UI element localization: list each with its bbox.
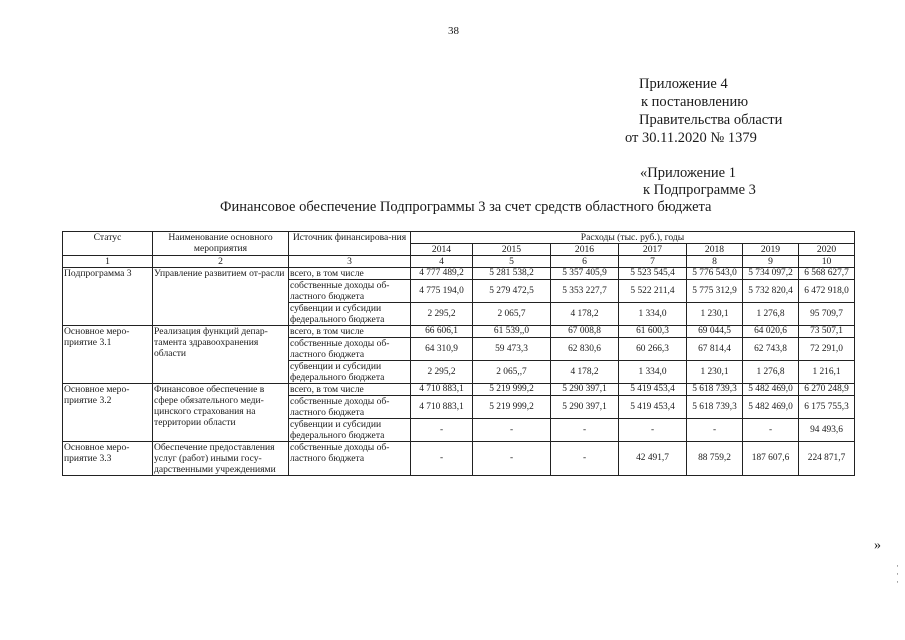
value-cell: 73 507,1 — [799, 326, 855, 338]
sub-appendix-block — [640, 165, 756, 199]
appendix-block — [625, 75, 782, 147]
column-index: 3 — [289, 256, 411, 268]
value-cell: 5 732 820,4 — [743, 280, 799, 303]
column-index: 8 — [687, 256, 743, 268]
source-cell: субвенции и субсидии федерального бюджета — [289, 361, 411, 384]
value-cell: 5 357 405,9 — [551, 268, 619, 280]
table-row — [63, 442, 855, 476]
value-cell: 4 710 883,1 — [411, 384, 473, 396]
value-cell: 2 295,2 — [411, 361, 473, 384]
value-cell: 1 230,1 — [687, 361, 743, 384]
value-cell: 5 419 453,4 — [619, 384, 687, 396]
value-cell: 5 281 538,2 — [473, 268, 551, 280]
value-cell: 4 178,2 — [551, 361, 619, 384]
column-index: 7 — [619, 256, 687, 268]
value-cell: 5 353 227,7 — [551, 280, 619, 303]
value-cell: 1 230,1 — [687, 303, 743, 326]
value-cell: 2 295,2 — [411, 303, 473, 326]
value-cell: 95 709,7 — [799, 303, 855, 326]
appendix-line: Правительства области — [639, 112, 783, 128]
value-cell: 6 568 627,7 — [799, 268, 855, 280]
value-cell: 5 290 397,1 — [551, 384, 619, 396]
value-cell: 5 522 211,4 — [619, 280, 687, 303]
header-year: 2014 — [411, 244, 473, 256]
column-index: 5 — [473, 256, 551, 268]
value-cell: 5 776 543,0 — [687, 268, 743, 280]
header-source: Источник финансирова-ния — [289, 232, 411, 256]
value-cell: 60 266,3 — [619, 338, 687, 361]
value-cell: 1 276,8 — [743, 303, 799, 326]
value-cell: - — [551, 442, 619, 476]
header-expenses: Расходы (тыс. руб.), годы — [411, 232, 855, 244]
value-cell: 2 065,,7 — [473, 361, 551, 384]
value-cell: 5 419 453,4 — [619, 396, 687, 419]
header-year: 2016 — [551, 244, 619, 256]
value-cell: 61 600,3 — [619, 326, 687, 338]
value-cell: 5 482 469,0 — [743, 384, 799, 396]
page-number: 38 — [448, 25, 459, 37]
source-cell: субвенции и субсидии федерального бюджета — [289, 303, 411, 326]
status-cell: Подпрограмма 3 — [63, 268, 153, 326]
appendix-line: от 30.11.2020 № 1379 — [625, 130, 757, 146]
header-status: Статус — [63, 232, 153, 256]
value-cell: 5 219 999,2 — [473, 384, 551, 396]
scan-artifact: · · · — [896, 561, 899, 587]
source-cell: субвенции и субсидии федерального бюджета — [289, 419, 411, 442]
value-cell: 4 777 489,2 — [411, 268, 473, 280]
value-cell: 2 065,7 — [473, 303, 551, 326]
value-cell: 62 830,6 — [551, 338, 619, 361]
header-year: 2015 — [473, 244, 551, 256]
value-cell: 64 310,9 — [411, 338, 473, 361]
value-cell: 5 219 999,2 — [473, 396, 551, 419]
value-cell: 59 473,3 — [473, 338, 551, 361]
header-year: 2019 — [743, 244, 799, 256]
column-index: 10 — [799, 256, 855, 268]
value-cell: 1 334,0 — [619, 303, 687, 326]
activity-cell: Реализация функций депар-тамента здравоохранения области — [153, 326, 289, 384]
column-index: 1 — [63, 256, 153, 268]
value-cell: - — [473, 419, 551, 442]
value-cell: - — [743, 419, 799, 442]
sub-appendix-line: «Приложение 1 — [640, 165, 736, 181]
value-cell: 5 618 739,3 — [687, 384, 743, 396]
value-cell: 61 539,,0 — [473, 326, 551, 338]
appendix-line: Приложение 4 — [639, 76, 728, 92]
value-cell: 4 775 194,0 — [411, 280, 473, 303]
value-cell: 5 482 469,0 — [743, 396, 799, 419]
column-index: 9 — [743, 256, 799, 268]
source-cell: собственные доходы об-ластного бюджета — [289, 338, 411, 361]
column-index: 4 — [411, 256, 473, 268]
appendix-line: к постановлению — [641, 94, 749, 110]
value-cell: - — [619, 419, 687, 442]
source-cell: всего, в том числе — [289, 384, 411, 396]
header-year: 2018 — [687, 244, 743, 256]
value-cell: 5 775 312,9 — [687, 280, 743, 303]
column-index: 2 — [153, 256, 289, 268]
closing-quote: » — [874, 538, 881, 553]
value-cell: 72 291,0 — [799, 338, 855, 361]
value-cell: 88 759,2 — [687, 442, 743, 476]
value-cell: 62 743,8 — [743, 338, 799, 361]
document-title: Финансовое обеспечение Подпрограммы 3 за счет средств областного бюджета — [220, 199, 712, 215]
value-cell: 5 279 472,5 — [473, 280, 551, 303]
source-cell: собственные доходы об-ластного бюджета — [289, 280, 411, 303]
value-cell: - — [687, 419, 743, 442]
budget-table — [62, 231, 855, 476]
value-cell: 94 493,6 — [799, 419, 855, 442]
value-cell: 1 276,8 — [743, 361, 799, 384]
column-index: 6 — [551, 256, 619, 268]
value-cell: - — [411, 419, 473, 442]
value-cell: 187 607,6 — [743, 442, 799, 476]
value-cell: 6 472 918,0 — [799, 280, 855, 303]
value-cell: 69 044,5 — [687, 326, 743, 338]
value-cell: 5 523 545,4 — [619, 268, 687, 280]
value-cell: 5 618 739,3 — [687, 396, 743, 419]
value-cell: - — [473, 442, 551, 476]
source-cell: всего, в том числе — [289, 326, 411, 338]
activity-cell: Обеспечение предоставления услуг (работ) иными госу-дарственными учреждениями — [153, 442, 289, 476]
value-cell: 64 020,6 — [743, 326, 799, 338]
column-index-row — [63, 256, 855, 268]
value-cell: 6 270 248,9 — [799, 384, 855, 396]
value-cell: 42 491,7 — [619, 442, 687, 476]
value-cell: 5 290 397,1 — [551, 396, 619, 419]
value-cell: 6 175 755,3 — [799, 396, 855, 419]
value-cell: 4 710 883,1 — [411, 396, 473, 419]
source-cell: собственные доходы об-ластного бюджета — [289, 442, 411, 476]
value-cell: 67 008,8 — [551, 326, 619, 338]
value-cell: 1 216,1 — [799, 361, 855, 384]
header-activity: Наименование основного мероприятия — [153, 232, 289, 256]
budget-table-body — [63, 268, 855, 476]
value-cell: - — [411, 442, 473, 476]
table-row — [63, 326, 855, 338]
header-year: 2017 — [619, 244, 687, 256]
value-cell: 4 178,2 — [551, 303, 619, 326]
value-cell: 1 334,0 — [619, 361, 687, 384]
value-cell: 224 871,7 — [799, 442, 855, 476]
source-cell: собственные доходы об-ластного бюджета — [289, 396, 411, 419]
source-cell: всего, в том числе — [289, 268, 411, 280]
table-row — [63, 268, 855, 280]
status-cell: Основное меро-приятие 3.1 — [63, 326, 153, 384]
sub-appendix-line: к Подпрограмме 3 — [643, 182, 756, 198]
activity-cell: Управление развитием от-расли — [153, 268, 289, 326]
value-cell: 66 606,1 — [411, 326, 473, 338]
activity-cell: Финансовое обеспечение в сфере обязательного меди-цинского страхования на территории области — [153, 384, 289, 442]
status-cell: Основное меро-приятие 3.3 — [63, 442, 153, 476]
value-cell: 5 734 097,2 — [743, 268, 799, 280]
value-cell: - — [551, 419, 619, 442]
status-cell: Основное меро-приятие 3.2 — [63, 384, 153, 442]
table-row — [63, 384, 855, 396]
value-cell: 67 814,4 — [687, 338, 743, 361]
header-year: 2020 — [799, 244, 855, 256]
